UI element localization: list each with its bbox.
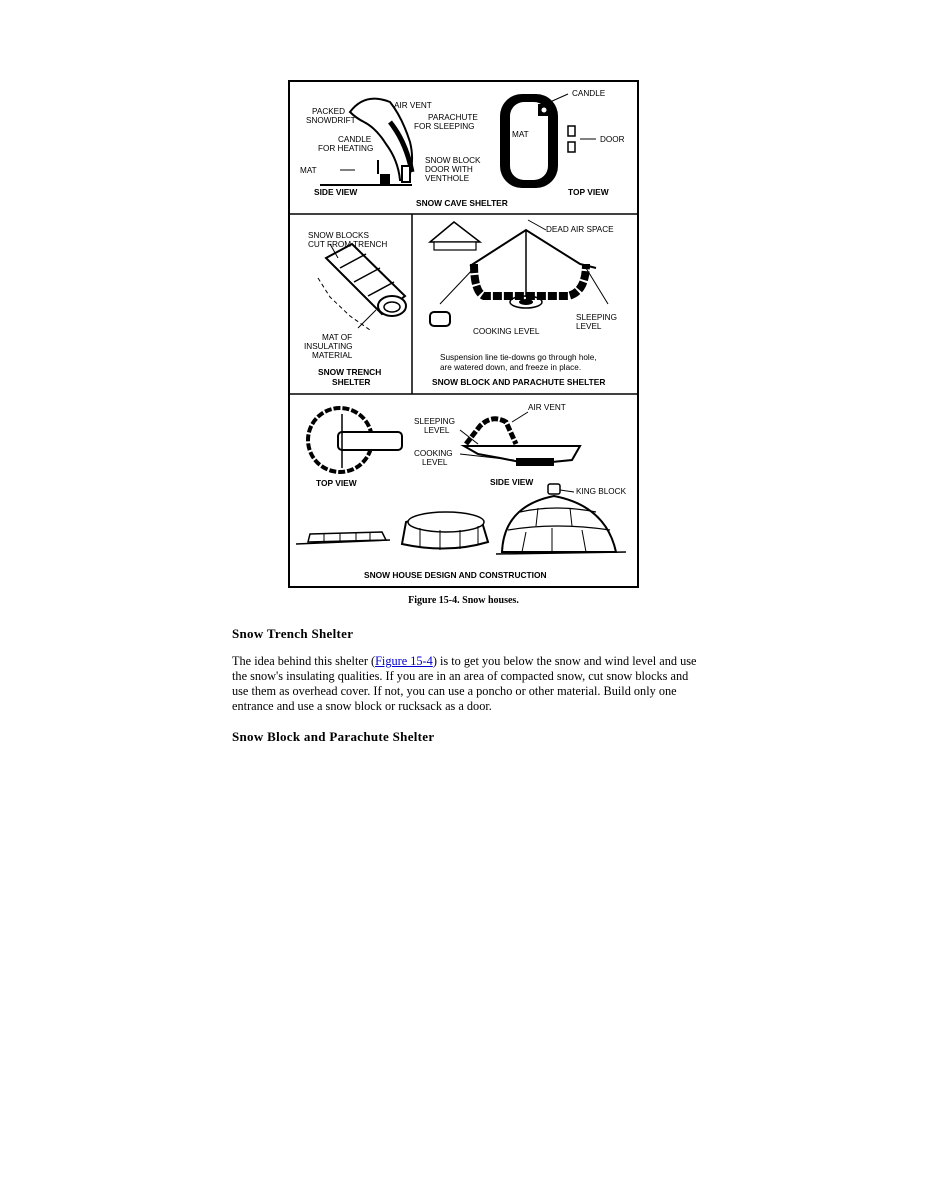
label-king-block: KING BLOCK (576, 487, 627, 496)
svg-text:SLEEPING (576, 313, 617, 322)
label-parachute: PARACHUTE (428, 113, 478, 122)
svg-text:CUT FROM TRENCH (308, 240, 387, 249)
snow-house-side-view (460, 412, 580, 466)
snow-trench-drawing (318, 244, 406, 330)
svg-text:MAT (300, 166, 317, 175)
label-for-heating: FOR HEATING (318, 144, 374, 153)
svg-text:SNOW CAVE SHELTER (416, 198, 508, 208)
svg-text:SIDE VIEW (314, 187, 357, 197)
svg-text:FOR HEATING (318, 144, 373, 153)
label-snow-blocks: SNOW BLOCKS (308, 231, 369, 240)
svg-text:LEVEL (422, 458, 448, 467)
svg-text:TOP VIEW (316, 478, 357, 488)
snow-house-top-view (308, 408, 402, 472)
svg-text:LEVEL (576, 322, 602, 331)
svg-text:SHELTER (332, 377, 370, 387)
svg-text:SIDE VIEW (490, 477, 533, 487)
svg-text:SNOW HOUSE DESIGN AND CONSTRUC (364, 570, 547, 580)
svg-text:DOOR (600, 135, 625, 144)
heading-snow-trench-shelter: Snow Trench Shelter (232, 626, 354, 641)
label-sleeping-parachute: SLEEPING (576, 313, 617, 322)
svg-text:FOR SLEEPING (414, 122, 475, 131)
svg-text:SNOW BLOCK AND PARACHUTE SHELT (432, 377, 605, 387)
label-mat-side: MAT (300, 166, 317, 175)
label-side-view-cave: SIDE VIEW (314, 187, 358, 197)
svg-text:DEAD AIR SPACE (546, 225, 614, 234)
label-candle: CANDLE (572, 89, 606, 98)
svg-text:CANDLE (572, 89, 606, 98)
label-air-vent-house: AIR VENT (528, 403, 566, 412)
label-cooking-house: COOKING (414, 449, 453, 458)
label-venthole: VENTHOLE (425, 174, 470, 183)
label-air-vent-cave: AIR VENT (394, 101, 432, 110)
label-packed: PACKED (312, 107, 346, 116)
svg-text:Suspension line tie-downs go t (440, 353, 597, 362)
svg-text:LEVEL (424, 426, 450, 435)
title-snow-house: SNOW HOUSE DESIGN AND CONSTRUCTION (364, 570, 547, 580)
snow-houses-figure (288, 80, 639, 588)
svg-text:SNOW BLOCKS (308, 231, 370, 240)
label-material: MATERIAL (312, 351, 353, 360)
label-level-cook-house: LEVEL (422, 458, 448, 467)
label-level-parachute: LEVEL (576, 322, 602, 331)
label-top-view-house: TOP VIEW (316, 478, 357, 488)
label-sleeping-house: SLEEPING (414, 417, 455, 426)
svg-text:AIR VENT (528, 403, 566, 412)
label-door-with: DOOR WITH (425, 165, 473, 174)
label-top-view-cave: TOP VIEW (568, 187, 609, 197)
svg-text:VENTHOLE (425, 174, 470, 183)
para-text-after: ) is to get you below the snow and wind level and use the snow's insulating qualities. If you are in an area of compacted snow, cut snow blocks and use them as overhead cover. If not, you can use a poncho or other material. Build only one entrance and use a snow block or rucksack as a door. (232, 654, 697, 713)
svg-text:PARACHUTE (428, 113, 478, 122)
paragraph-snow-trench (232, 654, 702, 714)
figure-link[interactable]: Figure 15-4 (375, 654, 433, 668)
snow-cave-top-view (500, 94, 596, 188)
figure-caption: Figure 15-4. Snow houses. (408, 595, 519, 606)
title-snow-cave: SNOW CAVE SHELTER (416, 198, 508, 208)
svg-text:AIR VENT (394, 101, 432, 110)
label-dead-air: DEAD AIR SPACE (546, 225, 614, 234)
svg-text:MAT OF (322, 333, 352, 342)
title-snow-block-parachute: SNOW BLOCK AND PARACHUTE SHELTER (432, 377, 606, 387)
label-door: DOOR (600, 135, 625, 144)
label-candle-heat: CANDLE (338, 135, 372, 144)
label-for-sleeping: FOR SLEEPING (414, 122, 475, 131)
note-suspension-2: are watered down, and freeze in place. (440, 363, 582, 372)
label-level-sleep-house: LEVEL (424, 426, 450, 435)
svg-text:KING BLOCK (576, 487, 627, 496)
svg-text:TOP VIEW (568, 187, 609, 197)
para-text-before: The idea behind this shelter ( (232, 654, 376, 668)
label-cut-from-trench: CUT FROM TRENCH (308, 240, 388, 249)
snow-block-parachute-drawing (430, 220, 608, 326)
label-insulating: INSULATING (304, 342, 353, 351)
svg-text:SNOWDRIFT (306, 116, 356, 125)
svg-text:SLEEPING (414, 417, 455, 426)
svg-text:INSULATING (304, 342, 353, 351)
label-side-view-house: SIDE VIEW (490, 477, 534, 487)
title-shelter: SHELTER (332, 377, 371, 387)
title-snow-trench: SNOW TRENCH (318, 367, 382, 377)
svg-text:DOOR WITH (425, 165, 473, 174)
label-snow-block: SNOW BLOCK (425, 156, 481, 165)
svg-text:CANDLE (338, 135, 372, 144)
svg-text:MAT (512, 130, 529, 139)
note-suspension-1: Suspension line tie-downs go through hole, (440, 353, 597, 362)
label-snowdrift: SNOWDRIFT (306, 116, 356, 125)
svg-text:COOKING LEVEL (473, 327, 540, 336)
label-mat-of: MAT OF (322, 333, 353, 342)
svg-text:are watered down, and freeze i (440, 363, 581, 372)
svg-text:COOKING (414, 449, 453, 458)
svg-text:MATERIAL (312, 351, 353, 360)
label-mat-top: MAT (512, 130, 529, 139)
svg-text:SNOW TRENCH (318, 367, 381, 377)
label-cooking-level: COOKING LEVEL (473, 327, 540, 336)
heading-snow-block-parachute-shelter: Snow Block and Parachute Shelter (232, 729, 435, 744)
svg-text:PACKED (312, 107, 345, 116)
svg-text:SNOW BLOCK (425, 156, 481, 165)
